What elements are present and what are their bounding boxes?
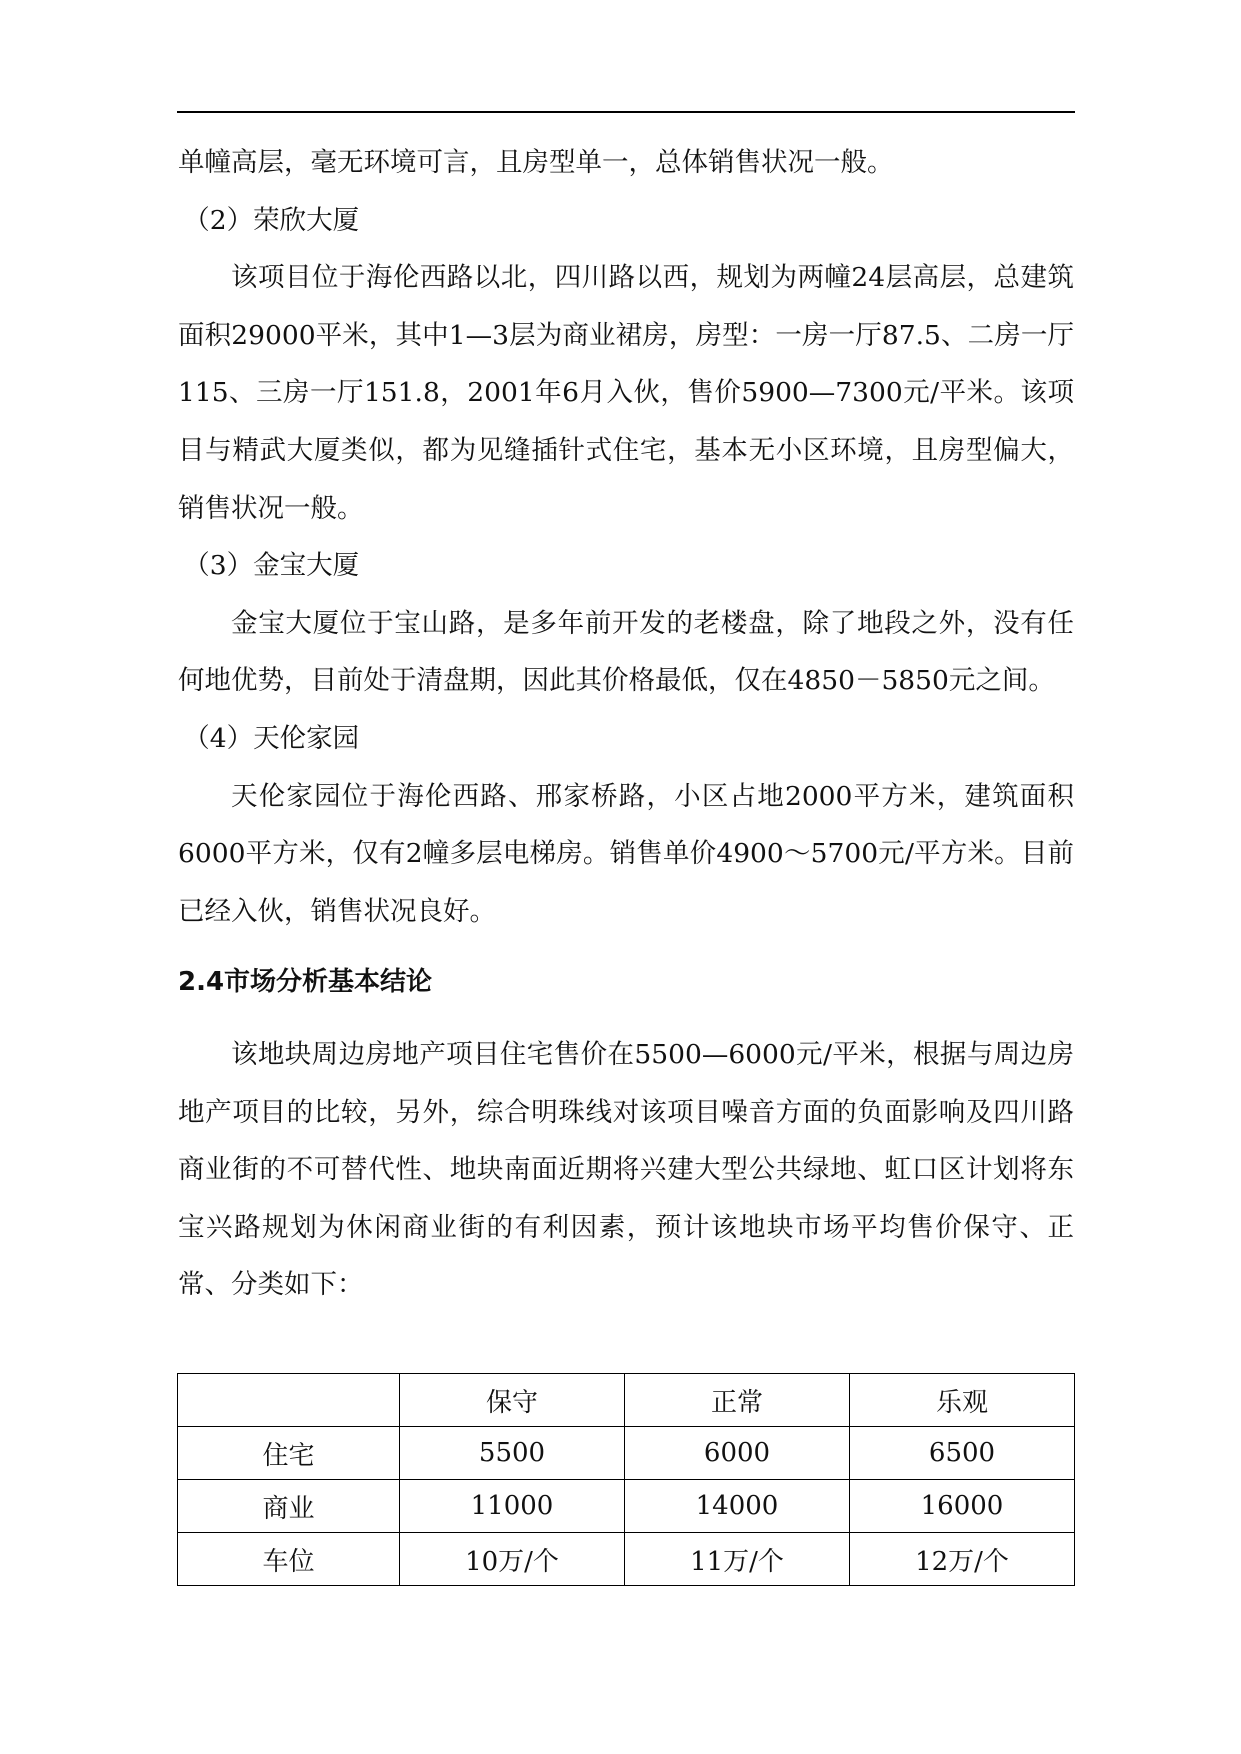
header-rule <box>177 111 1075 113</box>
section-body: 该地块周边房地产项目住宅售价在5500—6000元/平米，根据与周边房地产项目的比较，另外，综合明珠线对该项目噪音方面的负面影响及四川路商业街的不可替代性、地块南面近期将兴建大型公共绿地、虹口区计划将东宝兴路规划为休闲商业街的有利因素，预计该地块市场平均售价保守、正常、分类如下： <box>178 1038 1074 1301</box>
paragraph-jinbao: 金宝大厦位于宝山路，是多年前开发的老楼盘，除了地段之外，没有任何地优势，目前处于清盘期，因此其价格最低，仅在4850－5850元之间。 <box>178 607 1074 697</box>
price-table <box>177 1373 1075 1586</box>
table-cell: 14000 <box>625 1480 850 1533</box>
table-row <box>178 1480 1075 1533</box>
paragraph-rongxin: 该项目位于海伦西路以北，四川路以西，规划为两幢24层高层，总建筑面积29000平米，其中1—3层为商业裙房，房型：一房一厅87.5、二房一厅115、三房一厅151.8，2001年6月入伙，售价5900—7300元/平米。该项目与精武大厦类似，都为见缝插针式住宅，基本无小区环境，且房型偏大，销售状况一般。 <box>178 262 1074 524</box>
table-header-row <box>178 1374 1075 1427</box>
subheading-tianlun: （4）天伦家园 <box>183 722 360 754</box>
paragraph-continuation: 单幢高层，毫无环境可言，且房型单一，总体销售状况一般。 <box>178 147 894 178</box>
table-row <box>178 1427 1075 1480</box>
table-cell: 5500 <box>400 1427 625 1480</box>
table-cell: 11000 <box>400 1480 625 1533</box>
table-header-cell: 乐观 <box>850 1374 1075 1427</box>
paragraph-tianlun: 天伦家园位于海伦西路、邢家桥路，小区占地2000平方米，建筑面积6000平方米，仅有2幢多层电梯房。销售单价4900～5700元/平方米。目前已经入伙，销售状况良好。 <box>178 780 1074 927</box>
table-header-cell <box>178 1374 400 1427</box>
row-label: 住宅 <box>178 1427 400 1480</box>
table-cell: 10万/个 <box>400 1533 625 1586</box>
subheading-jinbao: （3）金宝大厦 <box>183 550 360 582</box>
table-header-cell: 保守 <box>400 1374 625 1427</box>
table-cell: 16000 <box>850 1480 1075 1533</box>
table-cell: 6000 <box>625 1427 850 1480</box>
table-cell: 6500 <box>850 1427 1075 1480</box>
table-cell: 11万/个 <box>625 1533 850 1586</box>
table-row <box>178 1533 1075 1586</box>
table-header-cell: 正常 <box>625 1374 850 1427</box>
row-label: 商业 <box>178 1480 400 1533</box>
table-cell: 12万/个 <box>850 1533 1075 1586</box>
body-text <box>178 134 1074 1314</box>
section-title: 2.4市场分析基本结论 <box>178 967 433 998</box>
row-label: 车位 <box>178 1533 400 1586</box>
subheading-rongxin: （2）荣欣大厦 <box>183 204 360 236</box>
